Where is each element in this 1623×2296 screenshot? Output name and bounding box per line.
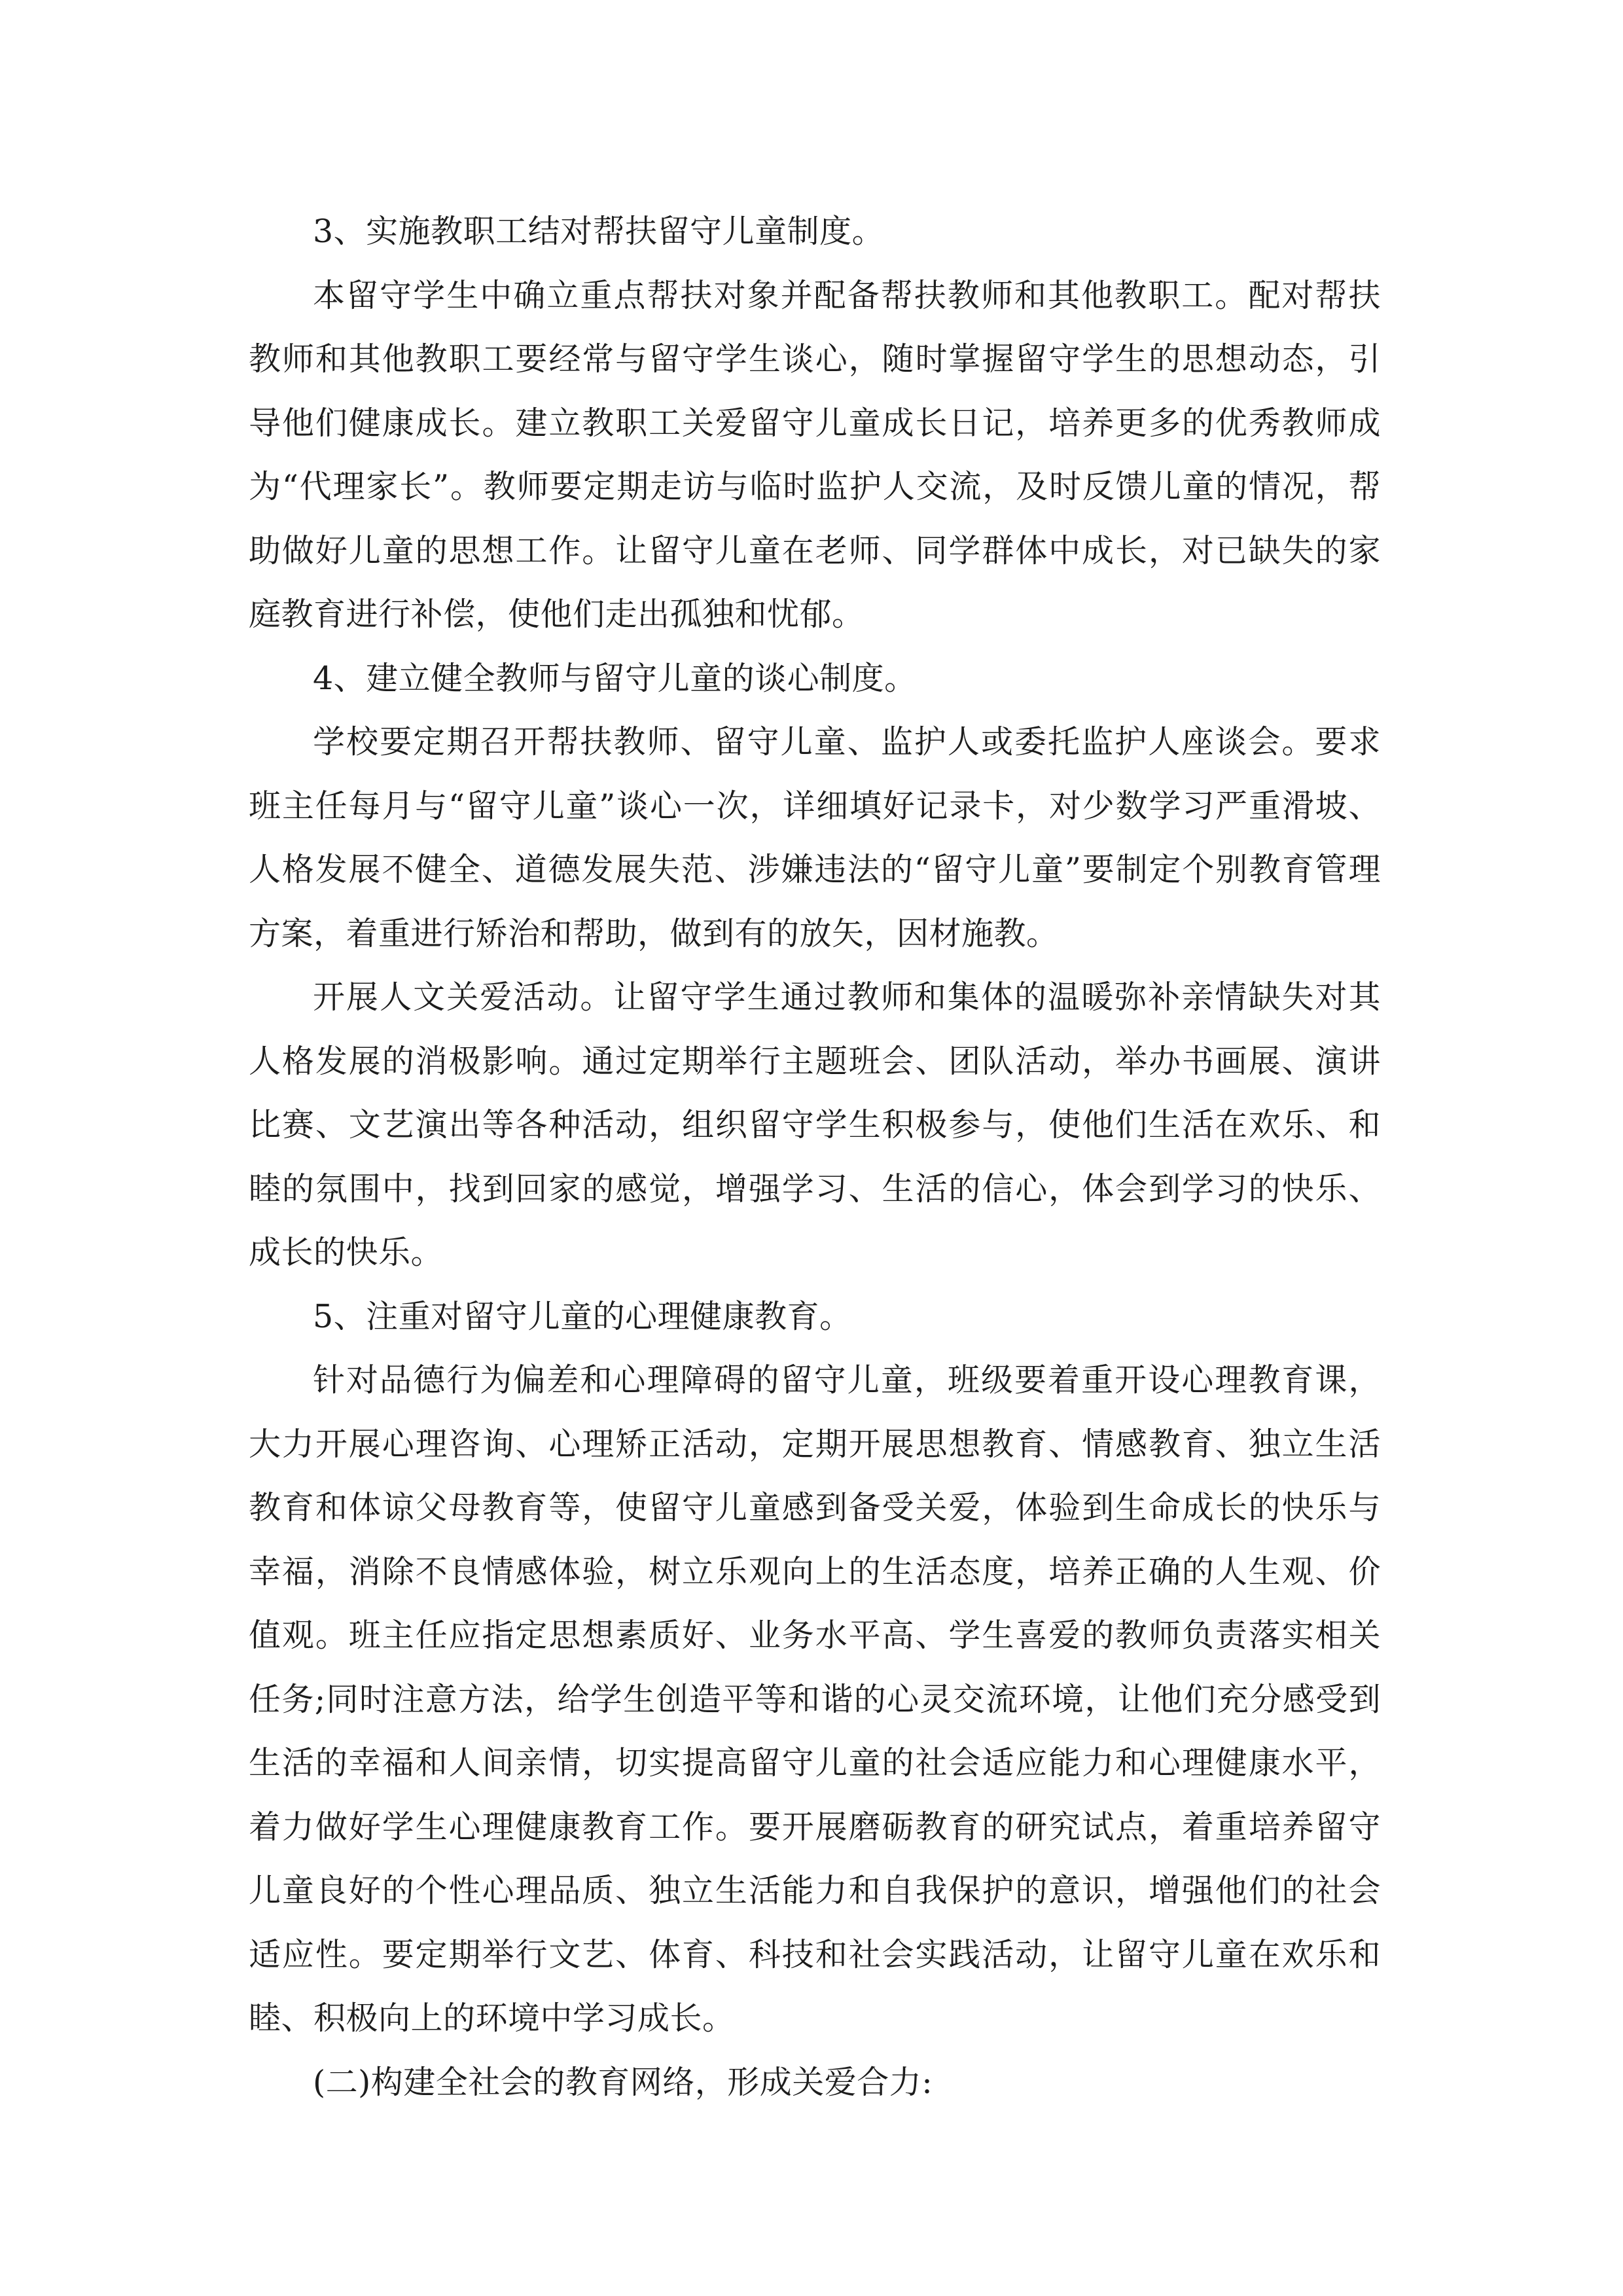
section-heading-part-2: (二)构建全社会的教育网络，形成关爱合力: <box>313 2063 933 2101</box>
paragraph-pairing-support: 本留守学生中确立重点帮扶对象并配备帮扶教师和其他教职工。配对帮扶教师和其他教职工要经常与留守学生谈心，随时掌握留守学生的思想动态，引导他们健康成长。建立教职工关爱留守儿童成长日记，培养更多的优秀教师成为“代理家长”。教师要定期走访与临时监护人交流，及时反馈儿童的情况，帮助做好儿童的思想工作。让留守儿童在老师、同学群体中成长，对已缺失的家庭教育进行补偿，使他们走出孤独和忧郁。 <box>249 276 1381 633</box>
document-body <box>249 200 1381 2114</box>
paragraph-heart-talk: 学校要定期召开帮扶教师、留守儿童、监护人或委托监护人座谈会。要求班主任每月与“留守儿童”谈心一次，详细填好记录卡，对少数学习严重滑坡、人格发展不健全、道德发展失范、涉嫌违法的“留守儿童”要制定个别教育管理方案，着重进行矫治和帮助，做到有的放矢，因材施教。 <box>249 723 1381 952</box>
section-heading-4: 4、建立健全教师与留守儿童的谈心制度。 <box>313 659 917 697</box>
paragraph-mental-health: 针对品德行为偏差和心理障碍的留守儿童，班级要着重开设心理教育课，大力开展心理咨询、心理矫正活动，定期开展思想教育、情感教育、独立生活教育和体谅父母教育等，使留守儿童感到备受关爱，体验到生命成长的快乐与幸福，消除不良情感体验，树立乐观向上的生活态度，培养正确的人生观、价值观。班主任应指定思想素质好、业务水平高、学生喜爱的教师负责落实相关任务;同时注意方法，给学生创造平等和谐的心灵交流环境，让他们充分感受到生活的幸福和人间亲情，切实提高留守儿童的社会适应能力和心理健康水平，着力做好学生心理健康教育工作。要开展磨砺教育的研究试点，着重培养留守儿童良好的个性心理品质、独立生活能力和自我保护的意识，增强他们的社会适应性。要定期举行文艺、体育、科技和社会实践活动，让留守儿童在欢乐和睦、积极向上的环境中学习成长。 <box>249 1361 1381 2037</box>
section-heading-5: 5、注重对留守儿童的心理健康教育。 <box>313 1297 852 1335</box>
section-heading-3: 3、实施教职工结对帮扶留守儿童制度。 <box>313 213 885 250</box>
paragraph-care-activities: 开展人文关爱活动。让留守学生通过教师和集体的温暖弥补亲情缺失对其人格发展的消极影响。通过定期举行主题班会、团队活动，举办书画展、演讲比赛、文艺演出等各种活动，组织留守学生积极参与，使他们生活在欢乐、和睦的氛围中，找到回家的感觉，增强学习、生活的信心，体会到学习的快乐、成长的快乐。 <box>249 978 1381 1271</box>
